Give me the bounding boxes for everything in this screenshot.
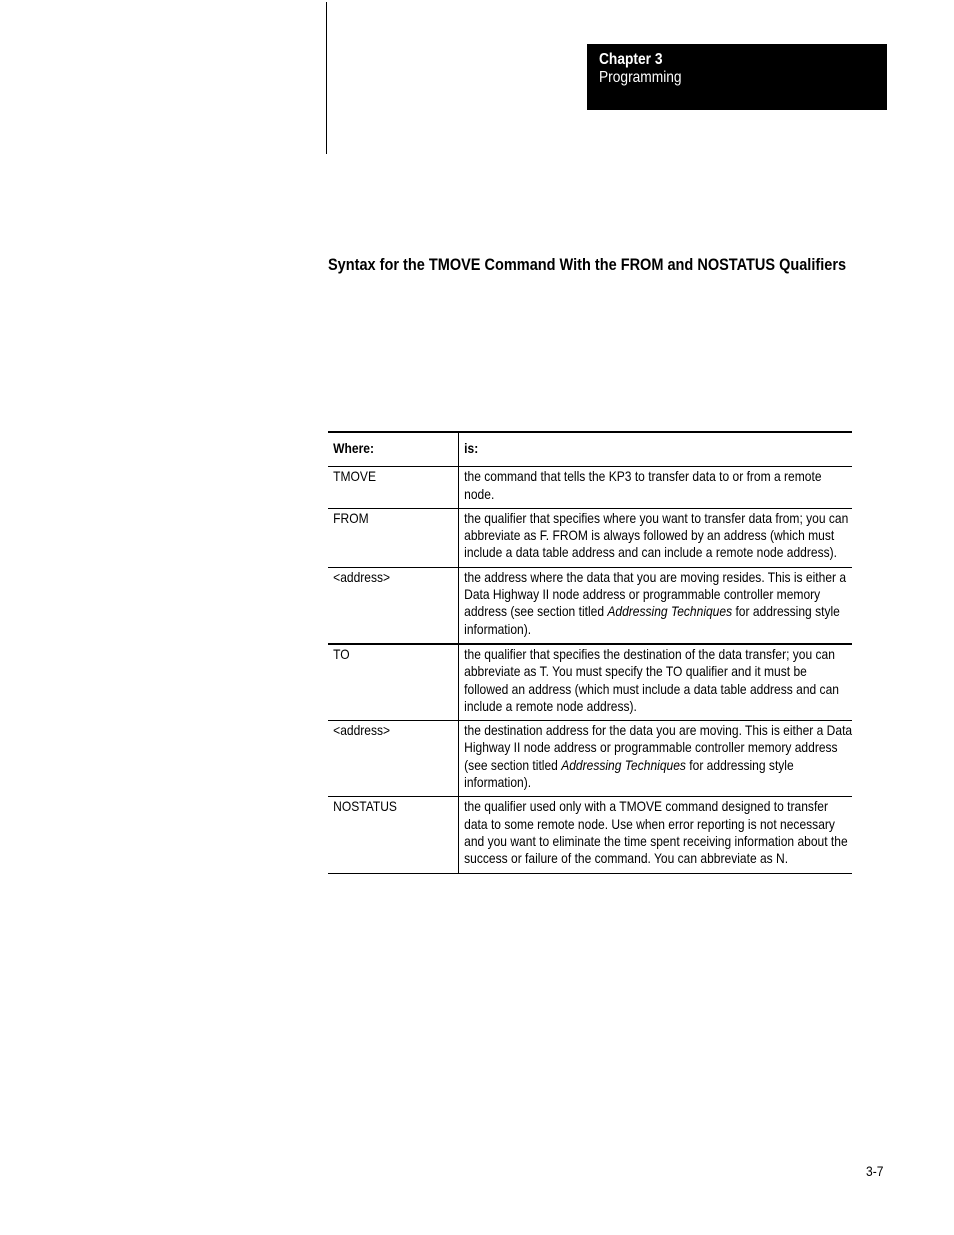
term-nostatus: NOSTATUS <box>333 798 397 815</box>
page-number: 3-7 <box>866 1163 884 1179</box>
xref-addressing-techniques: Addressing Techniques <box>560 756 686 773</box>
term-cell <box>328 797 458 873</box>
term-tmove: TMOVE <box>333 468 376 485</box>
desc-to-address: the destination address for the data you are moving. This is either a Data Highway II node address or programmable controller memory address (see section titled Addressing Techniques for addressing style information). <box>463 722 852 791</box>
term-from-address: <address> <box>333 568 391 585</box>
desc-cell <box>458 508 852 567</box>
desc-tmove: the command that tells the KP3 to transfer data to or from a remote node. <box>463 468 822 502</box>
header-where: Where: <box>328 432 458 467</box>
xref-addressing-techniques: Addressing Techniques <box>606 603 732 620</box>
term-cell <box>328 467 458 509</box>
section-title: Syntax for the TMOVE Command With the FROM and NOSTATUS Qualifiers <box>328 256 847 274</box>
term-cell <box>328 567 458 644</box>
term-from: FROM <box>333 509 369 526</box>
table-row <box>328 467 852 509</box>
desc-cell <box>458 567 852 644</box>
desc-nostatus: the qualifier used only with a TMOVE command designed to transfer data to some remote node. Use when error reporting is not necessary and you want to eliminate the time spent receiving information about the success or failure of the command. You can abbreviate as N. <box>463 798 848 867</box>
desc-from-address: the address where the data that you are moving resides. This is either a Data Highway II node address or programmable controller memory address (see section titled Addressing Techniques for addressing style information). <box>463 568 846 637</box>
table-row <box>328 797 852 873</box>
table-header-row <box>328 432 852 467</box>
header-is: is: <box>458 432 852 467</box>
desc-cell <box>458 644 852 721</box>
table-row <box>328 508 852 567</box>
term-cell <box>328 721 458 797</box>
table-row <box>328 721 852 797</box>
term-to-address: <address> <box>333 722 391 739</box>
table-row <box>328 567 852 644</box>
term-to: TO <box>333 645 350 662</box>
desc-to: the qualifier that specifies the destination of the data transfer; you can abbreviate as T. You must specify the TO qualifier and it must be followed an address (which must include a data table address and can include a remote node address). <box>463 645 839 714</box>
table-row <box>328 644 852 721</box>
chapter-header <box>587 44 887 110</box>
chapter-title: Programming <box>599 69 682 86</box>
desc-cell <box>458 721 852 797</box>
margin-rule <box>326 2 327 154</box>
desc-from: the qualifier that specifies where you want to transfer data from; you can abbreviate as F. FROM is always followed by an address (which must include a data table address and can include a remote node address). <box>463 509 848 561</box>
desc-cell <box>458 797 852 873</box>
syntax-table <box>328 431 852 874</box>
chapter-number: Chapter 3 <box>599 51 663 68</box>
desc-cell <box>458 467 852 509</box>
term-cell <box>328 644 458 721</box>
term-cell <box>328 508 458 567</box>
